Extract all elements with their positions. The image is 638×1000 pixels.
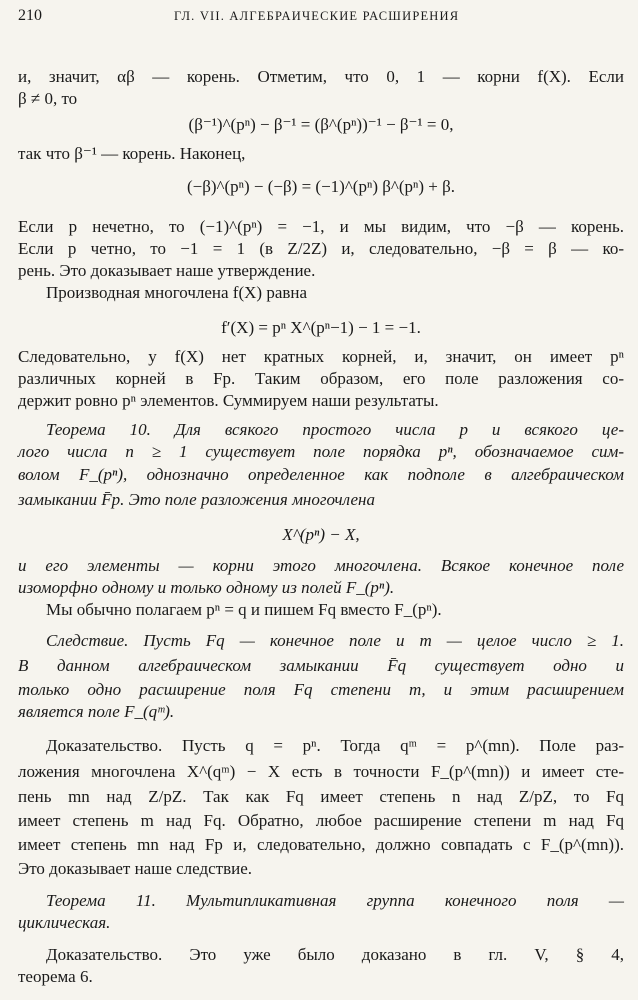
proof-line: пень mn над Z/pZ. Так как Fq имеет степень n над Z/pZ, то Fq bbox=[18, 787, 624, 806]
running-header bbox=[18, 7, 624, 29]
formula-negative: (−β)^(pⁿ) − (−β) = (−1)^(pⁿ) β^(pⁿ) + β. bbox=[186, 177, 456, 196]
text-line: держит ровно pⁿ элементов. Суммируем наши результаты. bbox=[18, 391, 439, 410]
text-line: Мы обычно полагаем pⁿ = q и пишем Fq вместо F_(pⁿ). bbox=[46, 600, 442, 619]
formula-polynomial: X^(pⁿ) − X, bbox=[282, 525, 360, 544]
formula-inverse: (β⁻¹)^(pⁿ) − β⁻¹ = (β^(pⁿ))⁻¹ − β⁻¹ = 0, bbox=[188, 115, 454, 134]
book-page bbox=[18, 0, 624, 1000]
text-line: так что β⁻¹ — корень. Наконец, bbox=[18, 144, 246, 163]
theorem-line: волом F_(pⁿ), однозначно определенное как подполе в алгебраическом bbox=[18, 465, 624, 484]
chapter-title: ГЛ. VII. АЛГЕБРАИЧЕСКИЕ РАСШИРЕНИЯ bbox=[174, 9, 460, 23]
text-line: Производная многочлена f(X) равна bbox=[46, 283, 308, 302]
theorem-line: лого числа n ≥ 1 существует поле порядка pⁿ, обозначаемое сим- bbox=[18, 442, 624, 461]
proof: Доказательство. Пусть q = pⁿ. Тогда qᵐ = p^(mn). Поле раз- bbox=[46, 736, 624, 755]
corollary: Следствие. Пусть Fq — конечное поле и m — целое число ≥ 1. bbox=[46, 631, 624, 650]
text-line: различных корней в Fp. Таким образом, его поле разложения со- bbox=[18, 369, 624, 388]
proof-line: имеет степень m над Fq. Обратно, любое расширение степени m над Fq bbox=[18, 811, 624, 830]
corollary-line: В данном алгебраическом замыкании F̄q существует одно и bbox=[18, 656, 624, 675]
proof-2: Доказательство. Это уже было доказано в гл. V, § 4, bbox=[46, 945, 624, 964]
proof-line: имеет степень mn над Fp и, следовательно, должно совпадать с F_(p^(mn)). bbox=[18, 835, 624, 854]
page-number: 210 bbox=[18, 7, 42, 24]
formula-derivative: f′(X) = pⁿ X^(pⁿ−1) − 1 = −1. bbox=[221, 318, 421, 337]
corollary-line: является поле F_(qᵐ). bbox=[18, 702, 175, 721]
theorem-line: изоморфно одному и только одному из полей F_(pⁿ). bbox=[18, 578, 395, 597]
text-line: Если p четно, то −1 = 1 (в Z/2Z) и, следовательно, −β = β — ко- bbox=[18, 239, 624, 258]
theorem-line: циклическая. bbox=[18, 913, 111, 932]
proof-line: Это доказывает наше следствие. bbox=[18, 859, 253, 878]
theorem-line: и его элементы — корни этого многочлена. Всякое конечное поле bbox=[18, 556, 624, 575]
theorem-11: Теорема 11. Мультипликативная группа конечного поля — bbox=[46, 891, 624, 910]
text-line: Если p нечетно, то (−1)^(pⁿ) = −1, и мы видим, что −β — корень. bbox=[18, 217, 624, 236]
proof-line: ложения многочлена X^(qᵐ) − X есть в точности F_(p^(mn)) и имеет сте- bbox=[18, 762, 624, 781]
text-line: рень. Это доказывает наше утверждение. bbox=[18, 261, 316, 280]
theorem-line: замыкании F̄p. Это поле разложения многочлена bbox=[18, 490, 375, 509]
text-line: β ≠ 0, то bbox=[18, 89, 78, 108]
theorem-10: Теорема 10. Для всякого простого числа p и всякого це- bbox=[46, 420, 624, 439]
corollary-line: только одно расширение поля Fq степени m, и этим расширением bbox=[18, 680, 624, 699]
proof-line: теорема 6. bbox=[18, 967, 93, 986]
text-line: Следовательно, у f(X) нет кратных корней, и, значит, он имеет pⁿ bbox=[18, 347, 624, 366]
text-line: и, значит, αβ — корень. Отметим, что 0, 1 — корни f(X). Если bbox=[18, 67, 624, 86]
